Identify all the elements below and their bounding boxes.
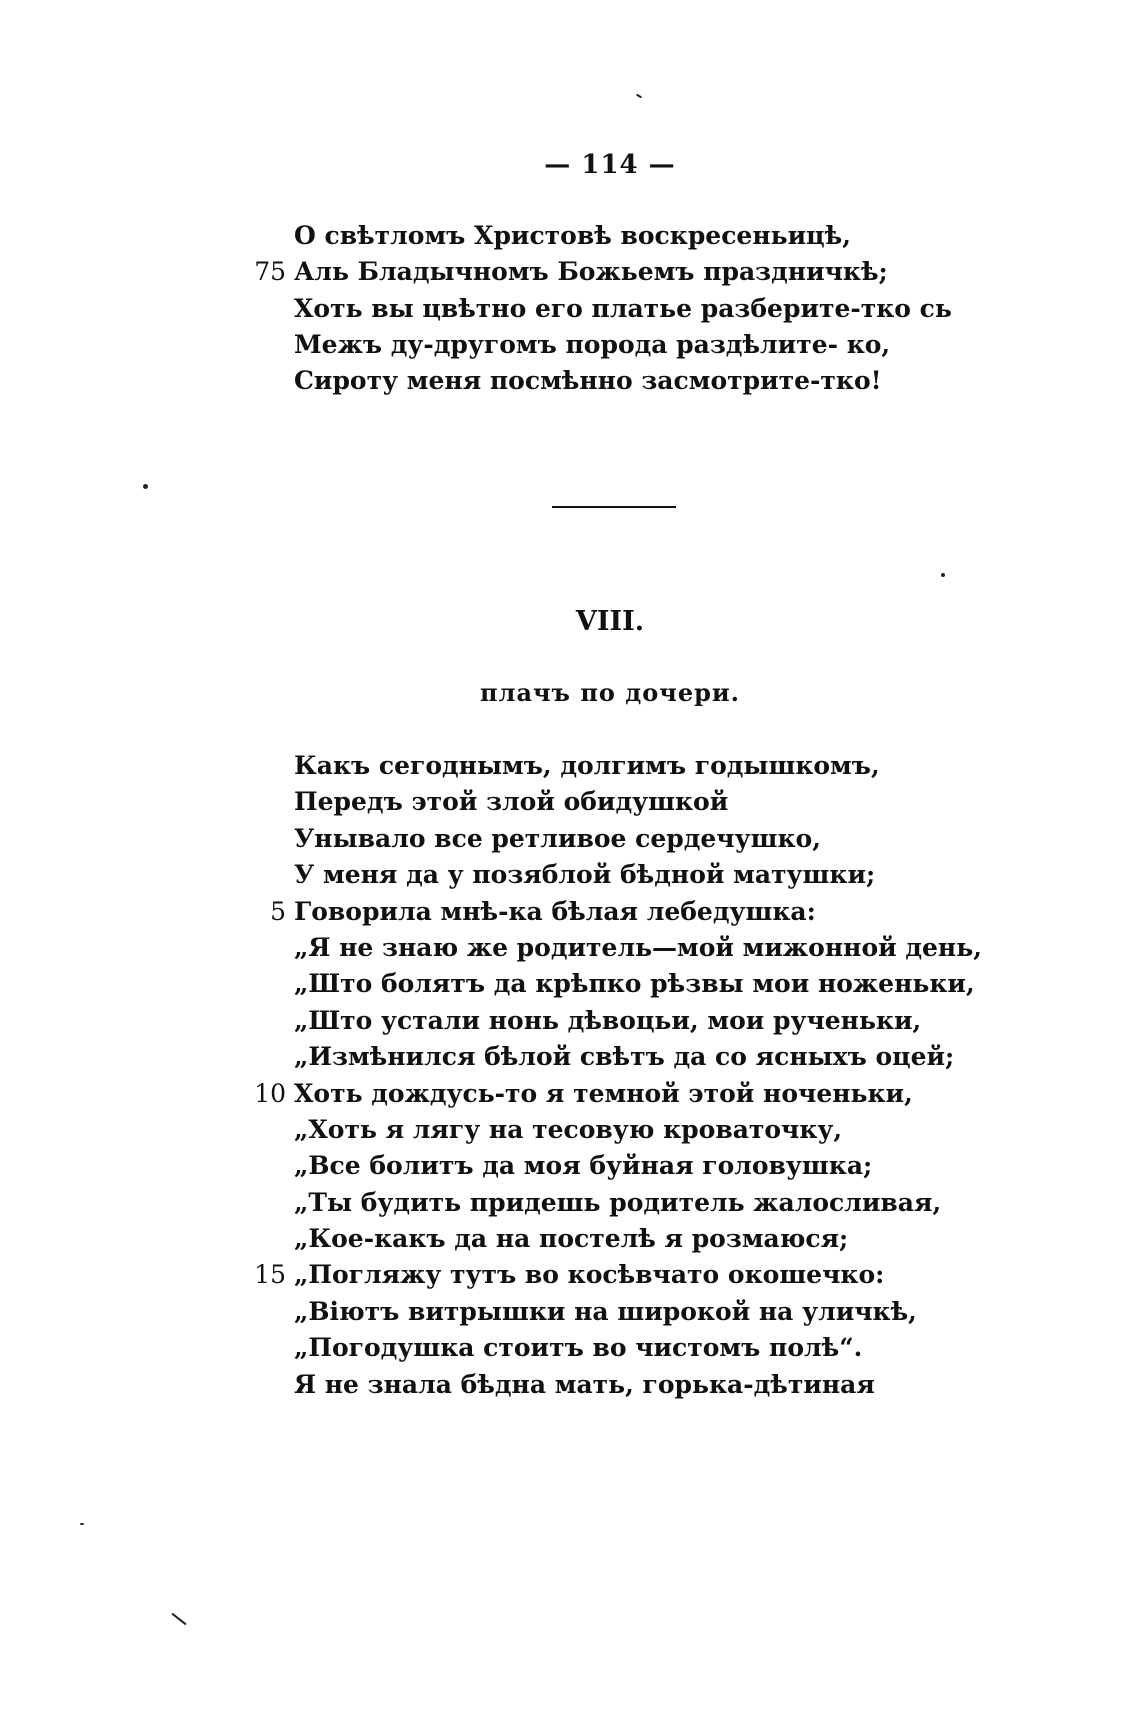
verse-line	[0, 363, 1140, 399]
verse-text: „Што устали нонь дѣвоцьи, мои рученьки,	[294, 1005, 922, 1035]
verse-text: „Кое-какъ да на постелѣ я розмаюся;	[294, 1224, 849, 1254]
scan-speck	[80, 1523, 84, 1525]
verse-text: „Все болитъ да моя буйная головушка;	[294, 1151, 873, 1181]
verse-text: „Ты будить придешь родитель жалосливая,	[294, 1187, 942, 1217]
verse-text: О свѣтломъ Христовѣ воскресеньицѣ,	[294, 221, 851, 250]
scan-speck	[636, 94, 642, 99]
line-number: 5	[270, 896, 286, 926]
verse-line	[0, 1039, 1140, 1075]
verse-line	[0, 1330, 1140, 1366]
verse-line	[0, 1294, 1140, 1330]
verse-text: Говорила мнѣ-ка бѣлая лебедушка:	[294, 896, 816, 926]
verse-text: Межъ ду-другомъ порода раздѣлите- ко,	[294, 329, 891, 359]
verse-line	[0, 857, 1140, 893]
verse-line	[0, 930, 1140, 966]
verse-line	[0, 1112, 1140, 1148]
scan-speck	[143, 484, 148, 489]
line-number: 10	[254, 1078, 286, 1108]
verse-text: „Погляжу тутъ во косѣвчато окошечко:	[294, 1260, 885, 1290]
verse-line	[0, 1003, 1140, 1039]
verse-line	[0, 291, 1140, 327]
top-stanza	[0, 218, 1140, 399]
verse-text: „Я не знаю же родитель—мой мижонной день,	[294, 932, 982, 962]
verse-text: „Измѣнился бѣлой свѣтъ да со ясныхъ оцей;	[294, 1042, 955, 1072]
verse-line	[0, 1257, 1140, 1293]
line-number: 15	[254, 1260, 286, 1290]
main-stanza	[0, 748, 1140, 1403]
verse-line	[0, 1221, 1140, 1257]
verse-text: „Погодушка стоитъ во чистомъ полѣ“.	[294, 1333, 863, 1363]
verse-text: Какъ сегоднымъ, долгимъ годышкомъ,	[294, 751, 880, 780]
verse-line	[0, 784, 1140, 820]
verse-text: Аль Бладычномъ Божьемъ праздничкѣ;	[294, 257, 888, 287]
verse-line	[0, 966, 1140, 1002]
verse-line	[0, 1076, 1140, 1112]
verse-line	[0, 254, 1140, 290]
section-title: плачъ по дочери.	[479, 678, 741, 707]
verse-text: Хоть дождусь-то я темной этой ноченьки,	[294, 1078, 913, 1108]
verse-line	[0, 894, 1140, 930]
verse-line	[0, 1148, 1140, 1184]
verse-line	[0, 748, 1140, 784]
verse-text: Передъ этой злой обидушкой	[294, 787, 729, 817]
verse-text: У меня да у позяблой бѣдной матушки;	[294, 860, 876, 890]
verse-line	[0, 1185, 1140, 1221]
scan-speck	[941, 573, 945, 577]
verse-text: Хоть вы цвѣтно его платье разберите-тко сь	[294, 293, 952, 323]
verse-line	[0, 218, 1140, 254]
verse-line	[0, 821, 1140, 857]
page-number: — 114 —	[544, 150, 676, 180]
verse-text: Сироту меня посмѣнно засмотрите-тко!	[294, 366, 882, 396]
verse-text: „Што болятъ да крѣпко рѣзвы мои ноженьки,	[294, 969, 975, 999]
line-number: 75	[254, 257, 286, 287]
verse-text: Унывало все ретливое сердечушко,	[294, 823, 821, 853]
verse-text: „Хоть я лягу на тесовую кроваточку,	[294, 1114, 843, 1144]
verse-text: Я не знала бѣдна мать, горька-дѣтиная	[294, 1369, 875, 1399]
verse-line	[0, 327, 1140, 363]
section-divider	[552, 506, 676, 508]
verse-text: „Віютъ витрышки на широкой на уличкѣ,	[294, 1296, 917, 1326]
scan-speck	[171, 1613, 186, 1626]
verse-line	[0, 1367, 1140, 1403]
section-number: VIII.	[575, 606, 645, 637]
